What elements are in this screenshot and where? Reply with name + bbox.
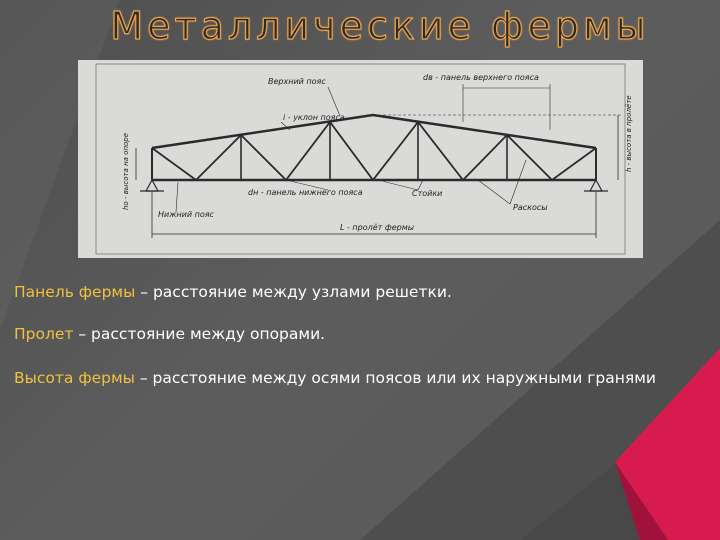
term-height: Высота фермы xyxy=(14,369,135,387)
definition-panel xyxy=(14,282,674,302)
label-braces: Раскосы xyxy=(513,203,548,212)
label-slope: i - уклон пояса xyxy=(283,113,345,122)
term-span: Пролет xyxy=(14,325,74,343)
label-span: L - пролёт фермы xyxy=(340,223,415,232)
label-top-panel: dв - панель верхнего пояса xyxy=(423,73,539,82)
definition-panel-text: – расстояние между узлами решетки. xyxy=(135,283,452,301)
label-posts: Стойки xyxy=(412,189,443,198)
truss-diagram xyxy=(78,60,643,258)
slide-title: Металлические фермы xyxy=(110,4,650,48)
label-support-height: hо - высота на опоре xyxy=(122,132,130,210)
label-top-chord: Верхний пояс xyxy=(268,77,326,86)
definition-span xyxy=(14,324,674,344)
definition-span-text: – расстояние между опорами. xyxy=(73,325,326,343)
truss-drawing xyxy=(78,60,643,258)
label-height: h - высота в пролёте xyxy=(625,95,633,172)
label-bottom-chord: Нижний пояс xyxy=(158,210,214,219)
definition-height xyxy=(14,368,674,388)
definition-height-text: – расстояние между осями поясов или их наружными гранями xyxy=(134,369,656,387)
label-bottom-panel: dн - панель нижнего пояса xyxy=(248,188,363,197)
term-panel: Панель фермы xyxy=(14,283,136,301)
